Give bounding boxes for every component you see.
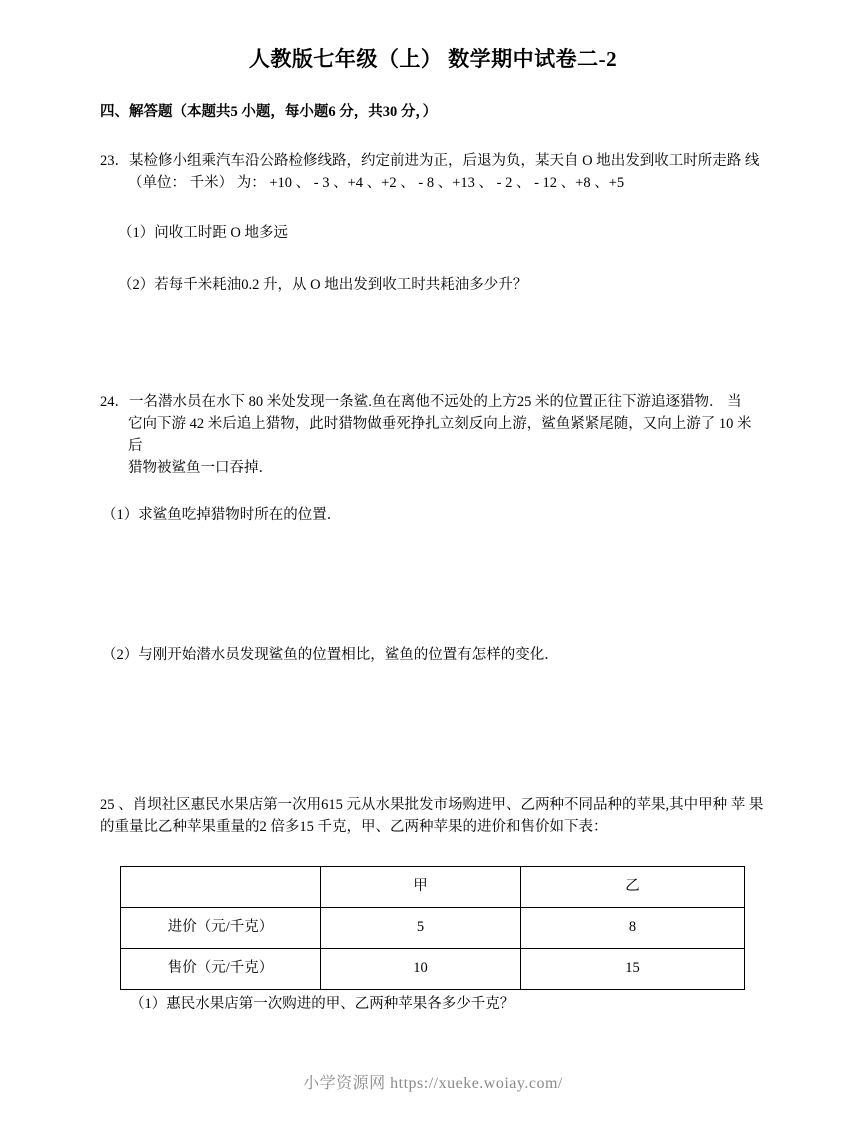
- table-row: [121, 949, 745, 990]
- question-23-stem: [100, 151, 766, 195]
- table-row: [121, 908, 745, 949]
- price-table-row2-yi: 15: [521, 949, 745, 990]
- question-23-part1: （1）问收工时距 O 地多远: [118, 224, 288, 241]
- price-table-corner-cell: [121, 867, 321, 908]
- price-table-header-row: [121, 867, 745, 908]
- footer-watermark: 小学资源网 https://xueke.woiay.com/: [303, 1075, 563, 1092]
- page-title: 人教版七年级（上） 数学期中试卷二-2: [248, 47, 618, 71]
- question-24-stem-line1: 24．一名潜水员在水下 80 米处发现一条鲨.鱼在离他不远处的上方25 米的位置正往下游追逐猎物． 当: [100, 394, 742, 411]
- question-23-part2: （2）若每千米耗油0.2 升，从 O 地出发到收工时共耗油多少升？: [118, 276, 528, 293]
- question-23-stem-line2: （单位： 千米） 为： +10 、 - 3 、+4 、+2 、 - 8 、+13 、 - 2 、 - 12 、+8 、+5: [128, 175, 625, 191]
- question-25-stem-line2: 果的重量比乙种苹果重量的2 倍多15 千克，甲、乙两种苹果的进价和售价如下表：: [100, 796, 764, 835]
- price-table-row2-jia: 10: [321, 949, 521, 990]
- price-table-row1-label: 进价（元/千克）: [121, 908, 321, 949]
- question-24-stem: [100, 392, 766, 479]
- question-25-stem-line1: 25 、肖坝社区惠民水果店第一次用615 元从水果批发市场购进甲、乙两种不同品种的苹果,其中甲种 苹: [100, 796, 746, 813]
- question-25: [100, 795, 766, 1016]
- question-24-part1: （1）求鲨鱼吃掉猎物时所在的位置．: [102, 507, 342, 524]
- price-table: [120, 866, 745, 990]
- question-23-stem-line1: 23．某检修小组乘汽车沿公路检修线路，约定前进为正，后退为负，某天自 O 地出发到收工时所走路 线: [100, 153, 760, 170]
- price-table-row1-yi: 8: [521, 908, 745, 949]
- question-23: [100, 151, 766, 296]
- question-25-part1: （1）惠民水果店第一次购进的甲、乙两种苹果各多少千克？: [130, 996, 515, 1013]
- question-24-stem-line2: 它向下游 42 米后追上猎物，此时猎物做垂死挣扎立刻反向上游，鲨鱼紧紧尾随，又向上游了 10 米 后: [128, 416, 752, 454]
- price-table-row2-label: 售价（元/千克）: [121, 949, 321, 990]
- section-heading: 四、解答题（本题共5 小题，每小题6 分，共30 分，）: [100, 103, 438, 120]
- question-25-stem: [100, 795, 766, 839]
- question-24: [100, 392, 766, 667]
- price-table-row1-jia: 5: [321, 908, 521, 949]
- question-24-part2: （2）与刚开始潜水员发现鲨鱼的位置相比，鲨鱼的位置有怎样的变化．: [102, 647, 559, 663]
- price-table-header-jia: 甲: [321, 867, 521, 908]
- question-24-stem-line3: 猎物被鲨鱼一口吞掉．: [128, 459, 273, 476]
- price-table-header-yi: 乙: [521, 867, 745, 908]
